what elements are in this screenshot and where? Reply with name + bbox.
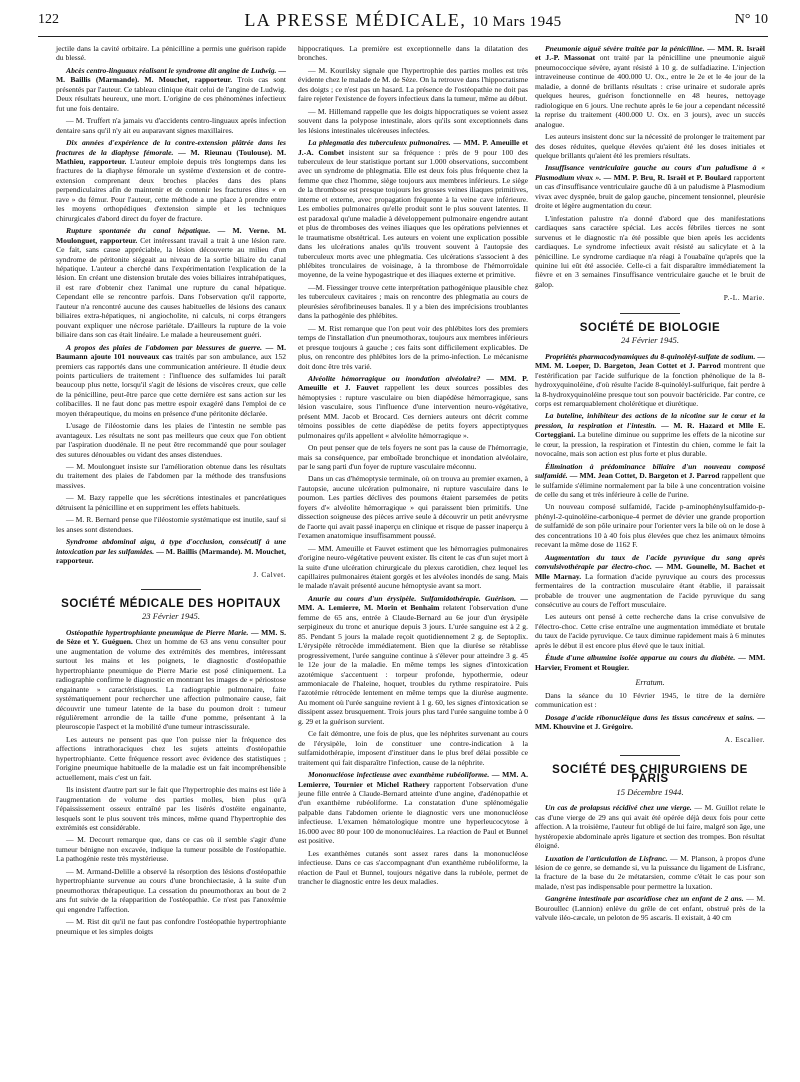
article-title: Abcès centro-linguaux réalisant le syndrome dit angine de Ludwig. [66, 65, 277, 75]
paragraph: rappellent que le sulfamide s'élimine normalement par la bile à une concentration voisine de celle du sang et très inférieure à celle de l'urine. [535, 471, 765, 500]
article-title: Ostéopathie hypertrophiante pneumique de Pierre Marie. [66, 627, 249, 637]
article-authors: — M. Rieunau (Toulouse). M. Mathieu, rapporteur. [56, 147, 286, 166]
paragraph: ont traité par la pénicilline une pneumonie aiguë pneumococcique sévère, ayant résisté à 10 g. de sulfadiazine. L'injection intraveineuse continue de 400.000 U. Ox., entre le 2e et le 4e jour de la maladie, a donné de brillants résultats : crise urinaire et sudorale après quelques heures, guérison fonctionnelle en 48 heures, nettoyage radiologique en 6 jours. Une rechute après le 6e jour a cependant nécessité la reprise du traitement (400.000 U. Ox. en 3 jours), avec un succès analogue. [535, 53, 765, 129]
signature: A. Escalier. [724, 735, 765, 745]
comment: — MM. Ameuille et Fauvet estiment que les hémorragies pulmonaires d'origine neuro-végétative peuvent exister. Ils citent le cas d'un sujet mort à la suite d'une ulcération chirurgicale du plexus carotidien, chez lequel les capillaires pulmonaires étaient gorgés et les alvéoles inondés de sang. Mais le malade n'avait présenté aucune hémoptysie avant sa mort. [298, 543, 528, 591]
column-middle [298, 44, 528, 890]
article-authors: — MM. M. Loeper, D. Bargeton, Jean Cottet et J. Parrod [535, 351, 765, 371]
article-authors: — M. Verne. M. Moulonguet, rapporteur. [56, 226, 286, 245]
article-plaies-abdomen [56, 343, 286, 419]
paragraph: — M. Guillot relate le cas d'une vierge de 29 ans qui avait été opérée déjà deux fois pour cette affection. A la troisième, l'auteur fut obligé de lui faire, malgré son âge, une hystéropexie abdominale après ligature et section des trompes. Bon résultat éloigné. [535, 803, 766, 851]
erratum-label: Erratum. [635, 678, 665, 688]
page-header [38, 10, 768, 37]
comment: — M. Decourt remarque que, dans ce cas où il semble s'agir d'une tumeur bénigne non excavée, indique la tumeur possible de l'ostéopathie. La pathogénie reste très mystérieuse. [56, 835, 286, 864]
article-quinoleyl [535, 352, 765, 409]
paragraph: traités par son ambulance, aux 152 premiers cas rapportés dans une communication antérieure. Il étudie deux points particuliers de traitement : l'influence des sulfamides lui paraît beaucoup plus nette, lorsqu'il s'agit de lésions de viscères creux, que celle de la pénicilline, peut-être parce que cette dernière est sans action sur les colibacilles. Il ne faut donc pas mettre espoir exagéré dans l'emploi de ce moyen thérapeutique, du moins en présence d'une péritonite déclarée. [56, 352, 287, 418]
section-title: SOCIÉTÉ MÉDICALE DES HOPITAUX [61, 598, 281, 611]
page-number: 122 [38, 12, 59, 27]
article-authors: — M. Baillis (Marmande). M. Mouchet, rapporteur. [56, 65, 286, 85]
signature: J. Calvet. [253, 569, 286, 579]
article-title: Dix années d'expérience de la contre-extension plâtrée dans les fractures de la diaphyse fémorale. [56, 138, 286, 157]
section-date: 23 Février 1945. [142, 611, 200, 622]
paragraph: Cet intéressant travail a trait à une lésion rare. Ce fait, sans cause appréciable, la lésion découverte au milieu d'un syndrome de péritonite siégeait au niveau de la sortie biliaire du canal hépatique. L'auteur a cherché dans l'expérimentation l'explication de la lésion. En créant une distension brutale des voies biliaires intrahépatiques, il est rare d'obtenir chez l'animal une rupture du canal hépatique. Cependant elle se rencontre parfois. Dans l'observation qu'il rapporte, l'auteur n'a rencontré aucune des causes habituelles de lésions des canaux biliaires extra-hépatiques, ni angiocholite, ni calculs, ni corps étrangers pouvant expliquer une nécrose pariétale. D'ailleurs la rupture de la voie biliaire dans son cas était linéaire. Le malade a heureusement guéri. [56, 235, 286, 340]
article-rupture-canal [56, 226, 286, 339]
article-anurie [298, 594, 528, 726]
article-prolapsus [535, 803, 765, 850]
section-title: SOCIÉTÉ DE BIOLOGIE [579, 321, 721, 334]
issue-date: 10 Mars 1945 [472, 14, 562, 30]
paragraph: rapportent un cas d'insuffisance ventriculaire gauche dû à un paludisme à Plasmodium vivax avec dyspnée, bruit de galop gauche, pincement tensionnel, pleurésie droite et légère augmentation du cœur. [535, 172, 765, 211]
paragraph: On peut penser que de tels foyers ne sont pas la cause de l'hémorragie, mais sa conséquence, par emboîtade bronchique et inondation alvéolaire, par le sang parti d'un foyer de rupture vasculaire méconnu. [298, 443, 528, 472]
article-lisfranc [535, 854, 765, 892]
comment: — M. Bazy rappelle que les sécrétions intestinales et pancréatiques détruisent la pénicilline et en suppriment les effets habituels. [56, 493, 286, 512]
paragraph: jectile dans la cavité orbitaire. La pénicilline a permis une guérison rapide du blessé. [56, 44, 286, 63]
article-buteline [535, 411, 765, 458]
paragraph: Les auteurs insistent donc sur la nécessité de prolonger le traitement par des doses réduites, quelque élevées qu'aient été les doses initiales et quelque brillants qu'aient été les premiers résultats. [535, 132, 765, 160]
article-osteopathie [56, 628, 286, 732]
paragraph: — M. Planson, à propos d'une lésion de ce genre, se demande si, vu la puissance du ligament de Lisfranc, la fracture de la base du 2e métatarsien, comme c'était le cas pour son malade, n'est pas indispensable pour permettre la luxation. [535, 853, 765, 891]
section-date: 24 Février 1945. [621, 335, 679, 346]
divider [620, 313, 680, 314]
paragraph: Dans la séance du 10 Février 1945, le titre de la dernière communication est : [535, 690, 765, 710]
paragraph: Les auteurs ne pensent pas que l'on puisse nier la fréquence des affections intrathoraciques chez les sujets atteints d'ostéopathie hypertrophiante. Cette fréquence ressort avec évidence des statistiques ; l'origine pneumique habituelle de la maladie est un fait incompréhensible actuellement, mais c'est un fait. [56, 734, 286, 782]
paragraph: L'usage de l'iléostomie dans les plaies de l'intestin ne semble pas avantageux. Les résultats ne sont pas meilleurs que ceux que l'on obtient par l'aspiration duodénale. Il ne peut être recommandé que pour soulager des sutures dénouables ou vidant des anses distendues. [56, 421, 286, 459]
article-authors: — M. R. Hazard et Mlle E. Corteggiani. [535, 420, 765, 440]
article-title: Gangrène intestinale par ascaridiose chez un enfant de 2 ans. [545, 894, 744, 904]
article-title: Étude d'une albumine isolée apparue au cours du diabète. [545, 653, 736, 663]
article-contre-extension [56, 138, 286, 223]
article-authors: — MM. R. Israël et J.-P. Massonat [535, 44, 766, 63]
article-acide-pyruvique [535, 553, 765, 610]
article-title: Alvéolite hémorragique ou inondation alvéolaire? [308, 373, 481, 383]
article-gangrene [535, 894, 765, 922]
paragraph: Chez un homme de 63 ans venu consulter pour une augmentation de volume des extrémités des membres, intéressant surtout les mains et les poignets, le diagnostic d'ostéopathie hypertrophiante pneumique de Pierre Marie est posé cliniquement. La radiographie confirme le diagnostic en montrant les images de « périostose engainante » caractéristiques. La radiographie pulmonaire, faite systématiquement pour rechercher une affection pulmonaire cause, fait découvrir une tumeur latente de la base du poumon droit : tumeur régulièrement arrondie de la taille d'une pomme, présentant à la pleuroscopie l'aspect et la mobilité d'une tumeur intrascissurale. [56, 637, 286, 732]
article-title: Propriétés pharmacodynamiques du 8-quinoléyl-sulfate de sodium. [545, 351, 756, 361]
article-phlegmatia [298, 138, 528, 280]
paragraph: rappellent les deux sources possibles des hémoptysies : rupture vasculaire ou bien diapédèse hémorragique, sans lésion vasculaire, sous l'influence d'une intervention neuro-végétative, présent MM. Jacob et Brocard. Ces derniers auteurs ont décrit comme témoins possibles de cette diapédèse de petits foyers appectiptyques pulmonaires qu'ils appellent « alvéolite hémorragique ». [298, 383, 529, 440]
divider [620, 755, 680, 756]
paragraph: Ce fait démontre, une fois de plus, que les néphrites survenant au cours de l'érysipèle, loin de constituer une contre-indication à la sulfamidothérapie, imposent d'instituer dans le plus bref délai possible ce traitement qui fait disparaître l'infection, cause de la néphrite. [298, 729, 528, 767]
comment: — M. Armand-Delille a observé la résorption des lésions d'ostéopathie hypertrophiante survenue au cours d'une bronchiectasie, à la suite d'un pneumothorax thérapeutique. La cessation du pneumothorax au bout de 2 ans fut suivie de la réapparition de l'ostéopathie. Ce n'est pas l'anoxémie qui engendre l'affection. [56, 866, 286, 914]
article-title: A propos des plaies de l'abdomen par blessures de guerre. [66, 342, 262, 352]
issue-number: N° 10 [734, 12, 768, 27]
article-title: Anurie au cours d'un érysipèle. Sulfamidothérapie. Guérison. [308, 593, 517, 603]
article-title: Rupture spontanée du canal hépatique. [66, 226, 211, 236]
comment: — M. Rist dit qu'il ne faut pas confondre l'ostéopathie hypertrophiante pneumique et les simples doigts [56, 917, 286, 936]
article-title: La buteline, inhibiteur des actions de la nicotine sur le cœur et la pression, la respiration et l'intestin. [535, 411, 765, 430]
article-authors: — MM. P. Ameuille et J.-A. Combet [298, 138, 528, 157]
article-title: Syndrome abdominal aigu, à type d'occlusion, consécutif à une intoxication par les sulfamides. [56, 537, 286, 556]
article-abces-ludwig [56, 66, 286, 113]
article-authors: — MM. P. Ameuille et J. Fauvet [298, 373, 529, 393]
paragraph: insistent sur sa fréquence : près de 9 pour 100 des tuberculeux de leur statistique portant sur 1.000 observations, succombent avec un syndrome de phlegmatia. Elle est deux fois plus fréquente chez la femme que chez l'homme, siège toujours aux membres inférieurs. Le siège de la thrombose est presque toujours les grosses veines iliaques primitives, interne et externe, avec propagation fréquente à la veine cave inférieure. Les embolies pulmonaires qu'elle produit sont le plus souvent latentes. Il est paradoxal qu'une maladie à développement pulmonaire engendre autant et plus de thromboses des veines iliaques que les opérations pelviennes et le traumatisme obstétrical. Les auteurs en voient une explication possible dans les ulcérations anales qu'ils trouvent souvent à l'autopsie des tuberculeux morts avec une phlegmatia. Ces ulcérations s'associent à des phlébites tronculaires de voisinage, à la thrombose de l'hémorroïdale moyenne, de la veine hypogastrique et des iliaques externe et primitive. [298, 147, 529, 280]
comment: — M. Rist remarque que l'on peut voir des phlébites lors des premiers temps de l'installation d'un pneumothorax, toujours aux membres inférieurs et presque toujours à gauche ; ces faits sont difficilement explicables. De plus, on rencontre des phlébites lors de la primo-infection. Le mécanisme doit donc être très varié. [298, 323, 528, 371]
paragraph: Un nouveau composé sulfamidé, l'acide p-aminophénylsulfamido-p-phényl-2-quinoléine-carbonique-4 permet de dévier une grande proportion de sulfamidé de son pôle urinaire pour l'orienter vers la bile où on le dose à des concentrations 10 à 40 fois plus élevées que chez les animaux témoins recevant la même dose de 1162 F. [535, 502, 765, 550]
journal-title: LA PRESSE MÉDICALE, [244, 10, 467, 30]
article-authors: — MM. Harvier, Froment et Rougier. [535, 653, 765, 672]
column-right [535, 44, 765, 926]
article-authors: — MM. Jean Cottet, D. Bargeton et J. Parrod [569, 471, 720, 481]
paragraph: Les auteurs ont pensé à cette recherche dans la crise convulsive de l'électro-choc. Cette crise entraîne une augmentation immédiate et brutale du taux de l'acide pyruvique. Ce taux diminue rapidement mais à 6 minutes après le début il est encore plus élevé que le taux initial. [535, 612, 765, 650]
comment: — M. R. Bernard pense que l'iléostomie systématique est inutile, sauf si les anses sont distendues. [56, 515, 286, 534]
section-title: SOCIÉTÉ DES CHIRURGIENS DE PARIS [552, 763, 748, 786]
article-authors: — M. Baumann ajoute 101 nouveaux cas [56, 342, 286, 362]
article-elimination [535, 462, 765, 500]
paragraph: La buteline diminue ou supprime les effets de la nicotine sur le cœur, la pression, la respiration et l'intestin du chien, comme le fait la novocaïne, mais son action est plus forte et plus durable. [535, 430, 766, 459]
article-title: Un cas de prolapsus récidivé chez une vierge. [545, 803, 692, 813]
comment: — M. Moulonguet insiste sur l'amélioration obtenue dans les résultats du traitement des plaies de l'abdomen par la méthode des transfusions massives. [56, 462, 286, 490]
article-title: Élimination à prédominance biliaire d'un nouveau composé sulfamidé. [535, 461, 765, 481]
paragraph: L'infestation palustre n'a donné d'abord que des manifestations cardiaques sans caractère spécial. Les accès fébriles tierces ne sont survenus et le diagnostic n'a été possible que bien après les accidents cardiaques. Le syndrome infectieux avait résisté au salicylate et à la pénicilline. Le syndrome cardiaque n'a réagi à l'ouabaïne qu'après que la quinine lui eût été associée. Celle-ci a fait disparaître immédiatement la fièvre et en 3 semaines l'insuffisance ventriculaire gauche et le bruit de galop. [535, 213, 765, 289]
article-insuffisance [535, 163, 765, 210]
paragraph: relatent l'observation d'une femme de 65 ans, entrée à Claude-Bernard au 6e jour d'un érysipèle serpigineux du tronc et anurique depuis 3 jours. L'urée sanguine est à 2 g. 85. Pendant 5 jours la malade reçoit quotidiennement 2 g. de Septoplix. L'érysipèle rétrocède immédiatement. Bien que la diurèse se rétablisse progressivement, l'urée sanguine continue à s'élever pour atteindre 3 g. 45 le 12e jour de la maladie. En même temps les signes d'intoxication azotémique s'accentuent : torpeur profonde, hypothermie, odeur ammoniacale de l'haleine, hoquet, troubles du rythme respiratoire. Puis l'azotémie rétrocède lentement en même temps que la diurèse augmente. Au moment où l'urée sanguine revient à 1 g. 60, les signes d'intoxication se dissipent assez brusquement. Trois jours plus tard l'urée sanguine tombe à 0 g. 29 et la guérison survient. [298, 603, 528, 726]
article-title: Mononucléose infectieuse avec exanthème rubéoliforme. [308, 770, 490, 780]
paragraph: Dans un cas d'hémoptysie terminale, où on trouva au premier examen, à l'autopsie, aucune ulcération pulmonaire, ni rupture vasculaire dans le poumon. Les parties déclives des poumons étaient parsemées de petits foyers d'« alvéolite hémorragique » qui paraissent bien primitifs. Une dissection soigneuse des pièces arrive seule à découvrir un petit anévrysme de l'aorte qui avait passé inaperçu en clinique et risque de passer inaperçu à l'examen anatomique insuffisamment poussé. [298, 474, 528, 541]
paragraph: hippocratiques. La première est exceptionnelle dans la dilatation des bronches. [298, 44, 528, 63]
comment: — M. Truffert n'a jamais vu d'accidents centro-linguaux après infection dentaire sans qu'il n'y ait eu auparavant signes maxillaires. [56, 116, 286, 135]
article-ribonucleique [535, 713, 765, 732]
paragraph: — M. Bouroullec (Lannion) enlève du grêle de cet enfant, obstrué près de la valvule iléo-cæcale, un peloton de 95 ascaris. Il existait, à 40 cm [535, 894, 765, 923]
article-authors: — MM. A. Lemierre, Tournier et Michel Rathery [298, 770, 528, 789]
article-pneumonie [535, 44, 765, 129]
article-alveolite [298, 374, 528, 440]
divider [141, 589, 201, 590]
comment: — M. Kourilsky signale que l'hypertrophie des parties molles est très évidente chez le malade de M. de Sèze. On la retrouve dans l'hippocratisme des doigts ; ce n'est pas un hasard. La présence de l'ostéopathie ne doit pas faire rejeter l'existence de foyers infectieux dans la tumeur, même au début. [298, 65, 528, 104]
article-albumine [535, 653, 765, 672]
paragraph: La formation d'acide pyruvique au cours des processus fermentaires de la contraction musculaire étant établie, il paraissait probable de trouver une augmentation de l'acide pyruvique du sang consécutive au cours de l'effort musculaire. [535, 571, 765, 610]
article-authors: — M. Baillis (Marmande). M. Mouchet, rapporteur. [56, 546, 286, 566]
article-title: Dosage d'acide ribonucléique dans les tissus cancéreux et sains. [545, 712, 755, 722]
article-title: La phlegmatia des tuberculeux pulmonaires. [308, 138, 451, 148]
column-left [56, 44, 286, 939]
article-authors: — MM. S. de Sèze et Y. Guéguen. [56, 627, 286, 647]
paragraph: Ils insistent d'autre part sur le fait que l'hypertrophie des mains est liée à l'augmentation de volume des parties molles, bien plus qu'à l'épaississement osseux entraîné par les lisérés d'ostéite engainante, lesquels sont le plus souvent très minces, même quand l'hypertrophie des extrémités est considérable. [56, 785, 286, 832]
article-authors: — MM. P. Bru, R. Israël et P. Boulard [603, 172, 732, 182]
paragraph: rapportent l'observation d'une jeune fille entrée à Claude-Bernard atteinte d'une angine, d'adénopathie et d'un exanthème rubéoliforme. La constatation d'une splénomégalie palpable dans l'abdomen oriente le diagnostic vers une mononucléose infectieuse. L'examen hématologique montre une hyperleucocytose à 16.000 avec 80 pour 100 de mononucléaires. La réaction de Paul et Bunnel est positive. [298, 779, 528, 846]
article-title: Augmentation du taux de l'acide pyruvique du sang après convulsivothérapie par électro-choc. [535, 552, 765, 572]
article-title: Luxation de l'articulation de Lisfranc. [545, 853, 668, 863]
article-title: Insuffisance ventriculaire gauche au cours d'un paludisme à « Plasmodium vivax ». [535, 163, 765, 182]
section-date: 15 Décembre 1944. [616, 786, 684, 797]
article-syndrome-abdominal [56, 537, 286, 565]
comment: — M. Hillemand rappelle que les doigts hippocratiques se voient assez souvent dans la polypose intestinale, alors qu'ils sont exceptionnels dans les lésions intestinales ulcéreuses infectées. [298, 106, 528, 135]
comment: —M. Fiessinger trouve cette interprétation pathogénique plausible chez les tuberculeux cavitaires ; mais on rencontre des phlegmatia au cours de pleurésies sérofibrineuses banales. Il y a bien des imprécisions troublantes dans la pathogénie des phlébites. [298, 282, 528, 321]
paragraph: montrent que l'estérification par l'acide sulfurique de la fonction phénolique de la 8-hydroxyquinoléine, d'où résulte l'acide 8-quinoléyl-sulfurique, fait perdre à la 8-hydroxyquinoléine presque tout son pouvoir bactéricide. Par contre, ce corps est remarquablement cholérétique et diurétique. [535, 361, 766, 408]
paragraph: L'auteur emploie depuis très longtemps dans les fractures de la diaphyse fémorale un système d'extension et de contre-extension comprenant deux broches placées dans des plans perpendiculaires afin de maintenir et de contenir les fractures dites « en rave » du fémur. Pour l'auteur, cette méthode a une place à prendre entre les moyens orthopédiques d'extension simple et les techniques chirurgicales d'abord direct du foyer de fracture. [56, 156, 286, 223]
paragraph: Les exanthèmes cutanés sont assez rares dans la mononucléose infectieuse. Dans ce cas s'accompagnant d'un exanthème rubéoliforme, la réaction de Paul et Bunnel, toujours négative dans la rubéole, permet de trancher le diagnostic entre les deux maladies. [298, 848, 528, 887]
article-authors: — MM. A. Lemierre, M. Morin et Benhaïm [298, 593, 528, 613]
signature: P.-L. Marie. [723, 293, 765, 303]
article-authors: — MM. Gounelle, M. Bachet et Mlle Marnay. [535, 562, 765, 581]
journal-masthead [38, 10, 768, 31]
paragraph: Trois cas sont présentés par l'auteur. Ce tableau clinique était celui de l'angine de Ludwig. Deux résultats heureux, une mort. L'origine de ces phénomènes infectieux fut une fois dentaire. [56, 75, 286, 113]
article-authors: — MM. Khouvine et J. Grégoire. [535, 712, 765, 731]
article-mononucleose [298, 770, 528, 846]
article-title: Pneumonie aiguë sévère traitée par la pénicilline. [545, 44, 705, 53]
